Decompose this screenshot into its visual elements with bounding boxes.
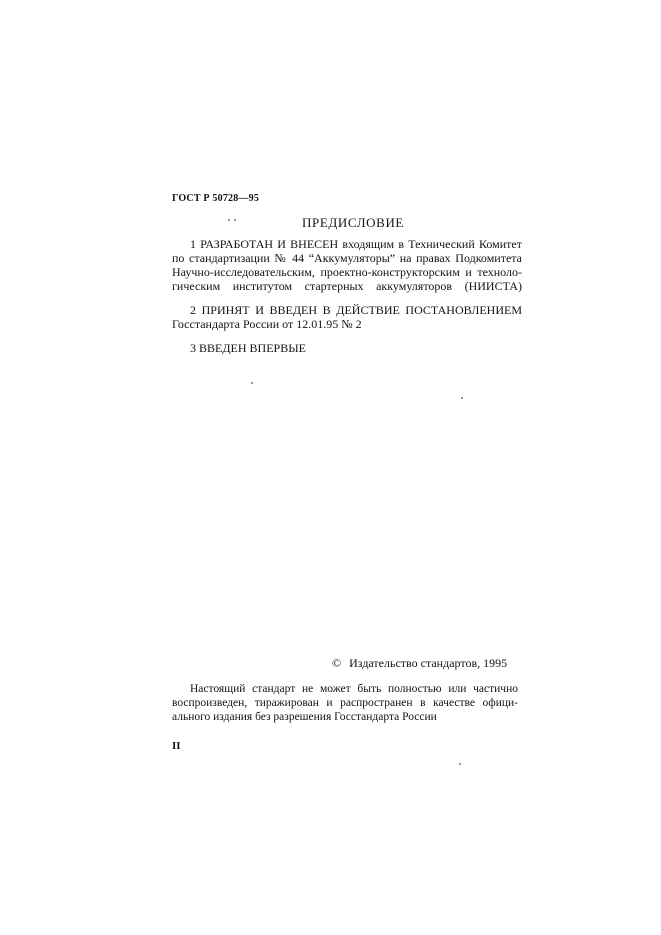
reproduction-notice: [172, 682, 518, 724]
copyright-icon: ©: [332, 656, 342, 670]
preface-item-1-line: 1 РАЗРАБОТАН И ВНЕСЕН входящим в Технический Комитет: [190, 237, 522, 251]
preface-item-2-line: 2 ПРИНЯТ И ВВЕДЕН В ДЕЙСТВИЕ ПОСТАНОВЛЕНИЕМ: [190, 303, 522, 317]
page-number: II: [172, 740, 181, 752]
copyright-text: Издательство стандартов, 1995: [349, 656, 508, 670]
scan-speck: [461, 397, 463, 399]
preface-item-1-line: гическим институтом стартерных аккумуляторов (НИИСТА): [172, 279, 522, 293]
preface-heading: ПРЕДИСЛОВИЕ: [302, 215, 404, 230]
reproduction-notice-line: воспроизведен, тиражирован и распространен в качестве офици-: [172, 697, 518, 709]
preface-item-3-line: 3 ВВЕДЕН ВПЕРВЫЕ: [190, 341, 306, 355]
preface-item-3: [172, 341, 522, 355]
scan-speck: [251, 382, 253, 384]
reproduction-notice-line: ального издания без разрешения Госстандарта России: [172, 711, 437, 723]
preface-item-1-line: по стандартизации № 44 “Аккумуляторы” на правах Подкомитета: [172, 251, 522, 265]
scan-speck: [459, 763, 461, 765]
reproduction-notice-line: Настоящий стандарт не может быть полностью или частично: [190, 683, 518, 695]
preface-item-1-line: Научно-исследовательским, проектно-конструкторским и техноло-: [172, 265, 522, 279]
preface-item-1: [172, 237, 522, 293]
scan-speck: [234, 219, 236, 221]
preface-item-2-line: Госстандарта России от 12.01.95 № 2: [172, 317, 362, 331]
copyright-line: [332, 656, 507, 671]
document-code: ГОСТ Р 50728—95: [172, 193, 260, 204]
preface-item-2: [172, 303, 522, 331]
scan-speck: [228, 219, 230, 221]
